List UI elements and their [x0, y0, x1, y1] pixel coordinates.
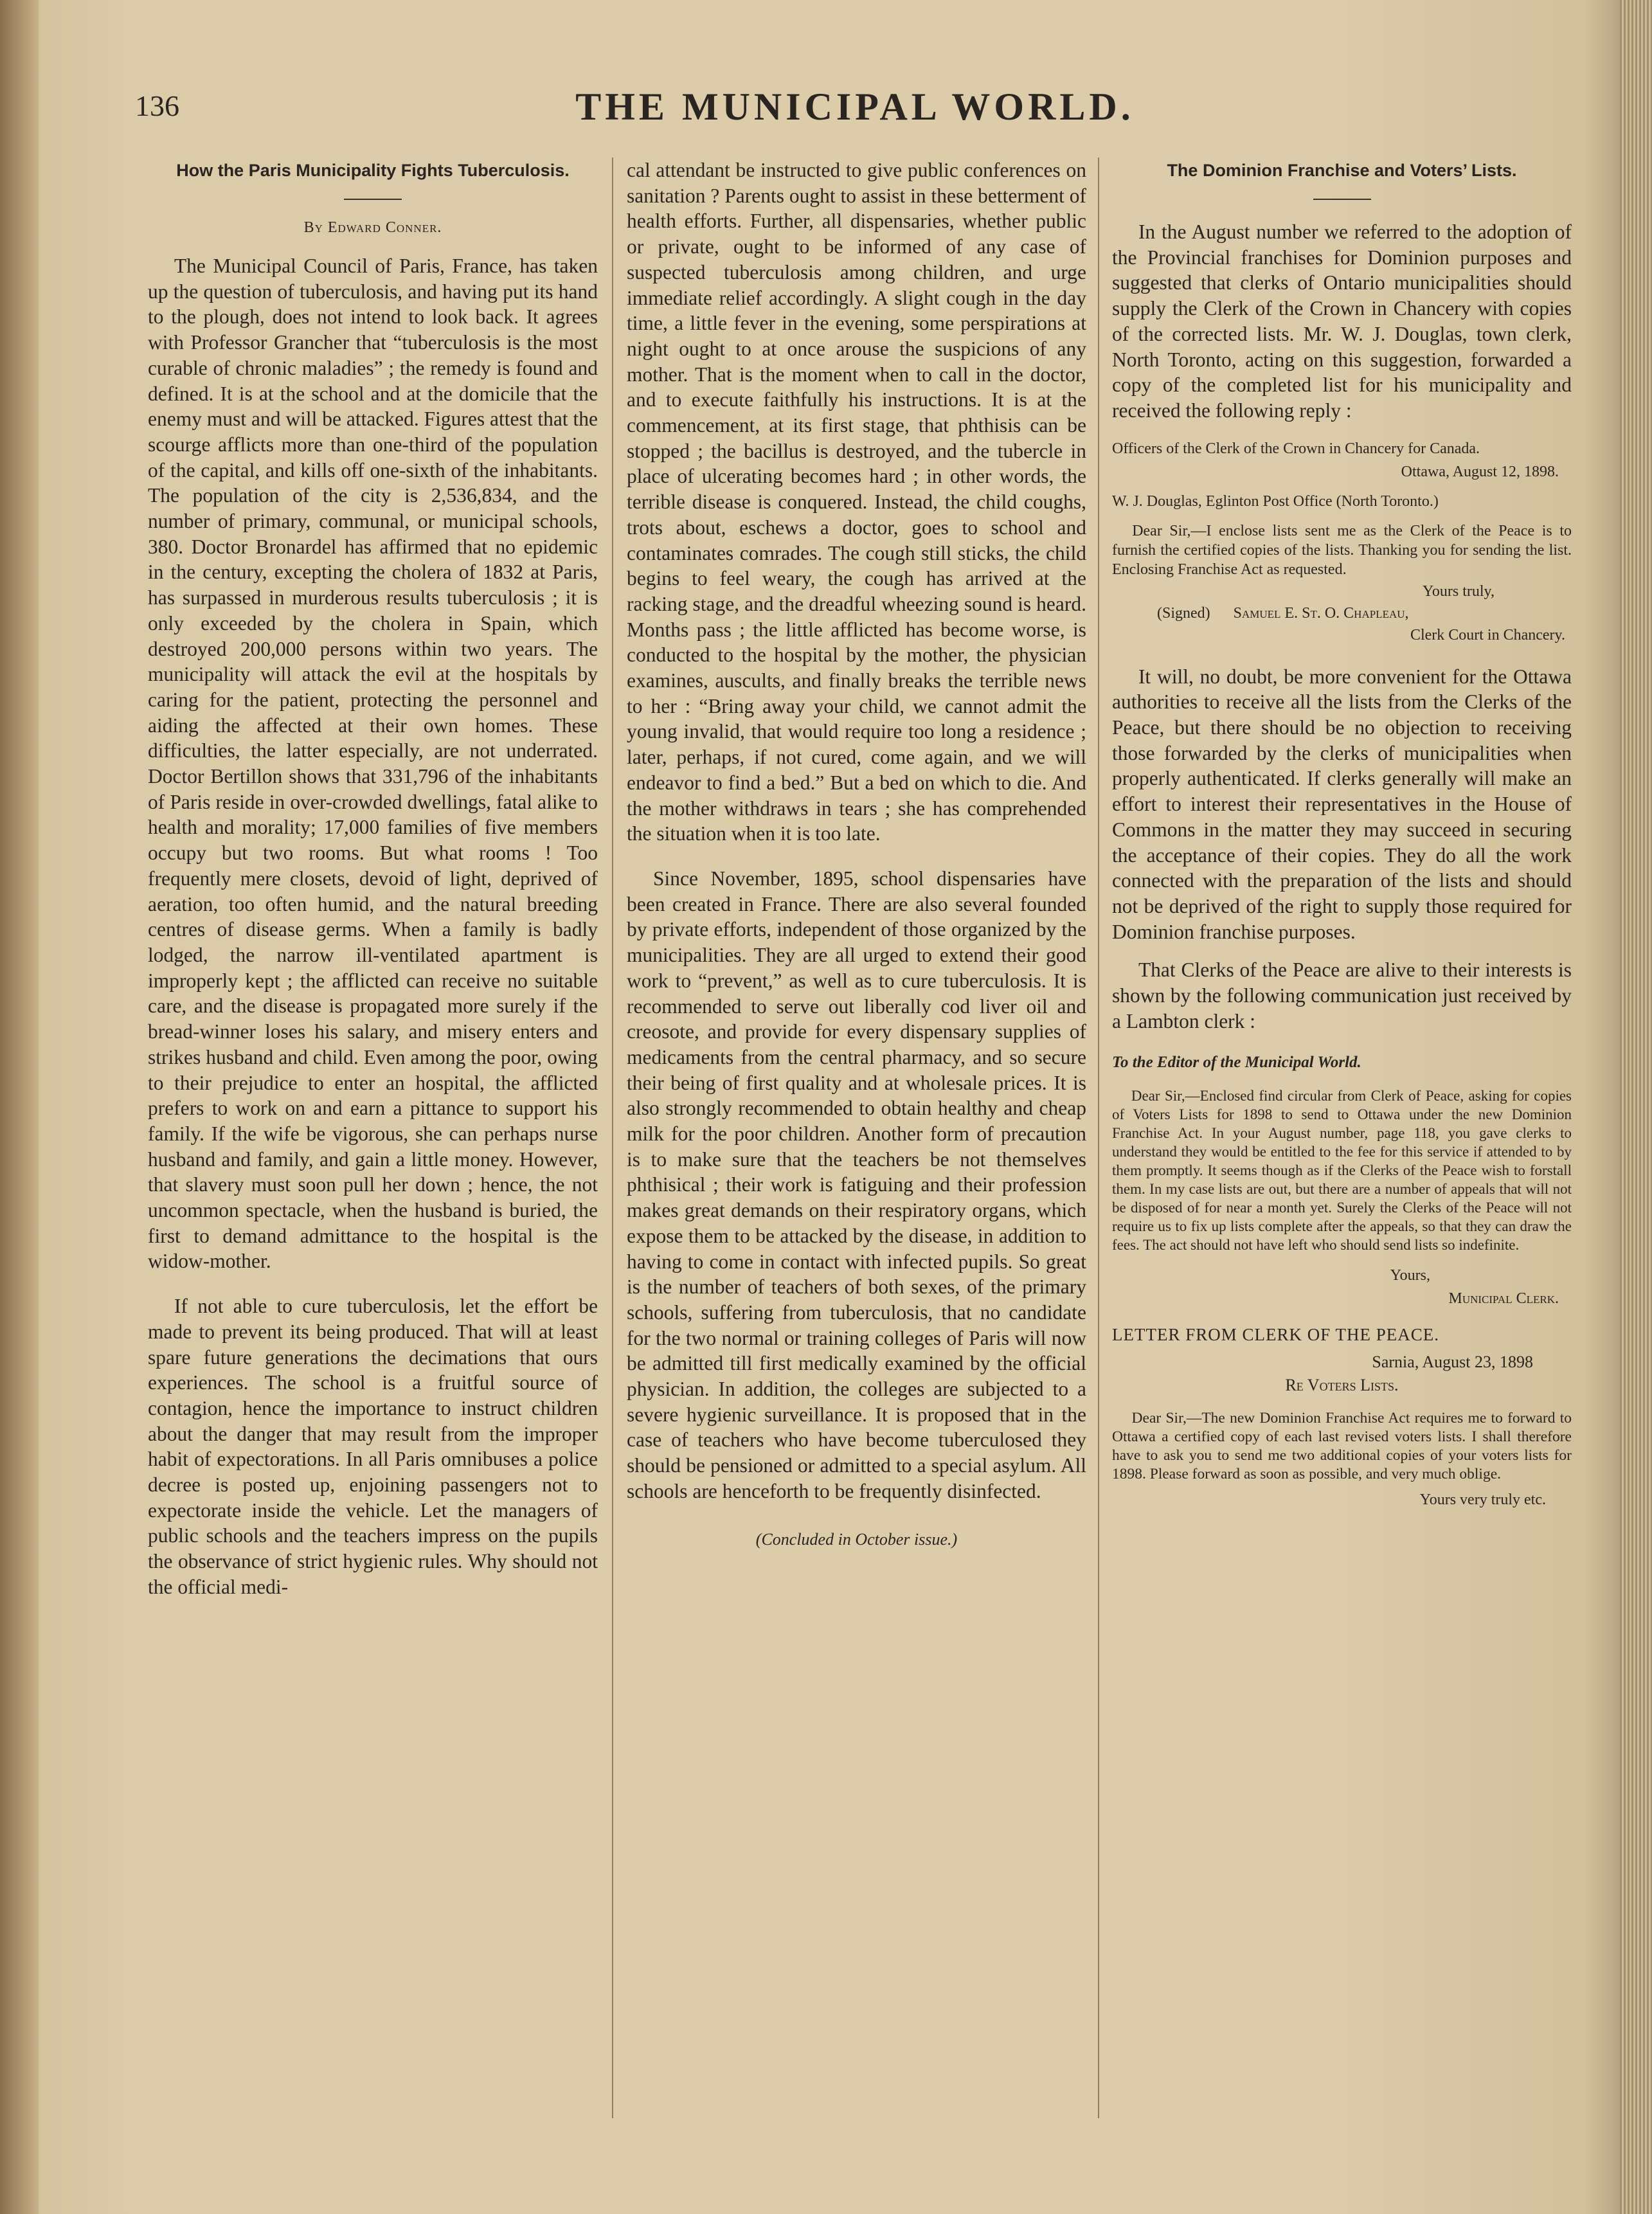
page-edge	[1620, 0, 1652, 2214]
letter-from: Officers of the Clerk of the Crown in Chancery for Canada.	[1112, 440, 1480, 457]
signed-label: (Signed)	[1157, 604, 1210, 622]
letter-subject: Re Voters Lists.	[1285, 1376, 1399, 1395]
column-divider	[1098, 158, 1099, 2118]
signatory-title: Clerk Court in Chancery.	[1410, 626, 1565, 644]
letter-closing: Yours truly,	[1422, 582, 1495, 600]
book-spine	[0, 0, 39, 2214]
letter-recipient: W. J. Douglas, Eglinton Post Office (North Toronto.)	[1112, 492, 1439, 510]
masthead: THE MUNICIPAL WORLD.	[575, 86, 1135, 128]
letter-closing: Yours,	[1390, 1267, 1430, 1284]
letter-salutation-heading: To the Editor of the Municipal World.	[1112, 1054, 1361, 1072]
byline: By Edward Conner.	[303, 219, 442, 236]
article-title: The Dominion Franchise and Voters’ Lists.	[1167, 161, 1517, 180]
column-1	[148, 158, 598, 1600]
column-3	[1112, 158, 1572, 1509]
letter-closing: Yours very truly etc.	[1419, 1491, 1546, 1509]
letter-date: Sarnia, August 23, 1898	[1372, 1353, 1533, 1372]
page-header	[135, 86, 1575, 140]
letter-body: Dear Sir,—Enclosed find circular from Clerk of Peace, asking for copies of Voters Lists for 1898 to send to Ottawa under the new Dominion Franchise Act. In your August number, page 118, you gave clerks to understand they would be entitled to the fee for this service if attended to by them promptly. It seems though as if the Clerks of the Peace wish to forstall them. In my case lists are out, but there are a number of appeals that will not be disposed of for near a month yet. Surely the Clerks of the Peace will not require us to fix up lists complete after the appeals, so that they can draw the fees. The act should not have left who should send lists so indefinite.	[1112, 1088, 1572, 1254]
paragraph: cal attendant be instructed to give public conferences on sanitation ? Parents ought to assist in these betterment of health efforts. Further, all dispensaries, whether public or private, ought to be informed of any case of suspected tuberculosis among children, and urge immediate relief accordingly. A slight cough in the day time, a little fever in the evening, some perspirations at night ought to at once arouse the suspicions of any mother. That is the moment when to call in the doctor, and to execute faithfully his instructions. It is at the commencement, at its first stage, that phthisis can be stopped ; the bacillus is destroyed, and the tubercle in place of ulcerating becomes hard ; in other words, the terrible disease is conquered. Instead, the child coughs, trots about, eschews a doctor, goes to school and contaminates comrades. The cough still sticks, the child begins to feel weary, the cough has arrived at the racking stage, and the dreadful wheezing sound is heard. Months pass ; the little afflicted has become worse, is conducted to the hospital by the mother, the physician examines, auscults, and finally breaks the terrible news to her : “Bring away your child, we cannot admit the young invalid, that would require too long a residence ; later, perhaps, if not cured, come again, and we will endeavor to find a bed.” But a bed on which to die. And the mother withdraws in tears ; she has comprehended the situation when it is too late.	[627, 159, 1086, 845]
page-number: 136	[135, 89, 179, 122]
letter-signature	[1157, 604, 1572, 623]
title-rule	[1313, 199, 1371, 200]
paragraph: It will, no doubt, be more convenient for the Ottawa authorities to receive all the lists from the Clerks of the Peace, but there should be no objection to receiving those forwarded by the clerks of municipalities when properly authenticated. If clerks generally will make an effort to interest their representatives in the House of Commons in the matter they may succeed in securing the acceptance of their copies. They do all the work connected with the preparation of the lists and should not be deprived of the right to supply those required for Dominion franchise purposes.	[1112, 665, 1572, 943]
paragraph: That Clerks of the Peace are alive to their interests is shown by the following communication just received by a Lambton clerk :	[1112, 959, 1572, 1032]
paragraph: If not able to cure tuberculosis, let the effort be made to prevent its being produced. That will at least spare future generations the decimations that ours experiences. The school is a fruitful source of contagion, hence the importance to instruct children about the danger that may result from the improper habit of expectorations. In all Paris omnibuses a police decree is posted up, enjoining passengers not to expectorate inside the vehicle. Let the managers of public schools and the teachers impress on the pupils the observance of strict hygienic rules. Why should not the official medi-	[148, 1295, 598, 1598]
letter-date: Ottawa, August 12, 1898.	[1401, 463, 1559, 480]
continuation-note: (Concluded in October issue.)	[755, 1529, 958, 1549]
signatory-name: Samuel E. St. O. Chapleau,	[1233, 604, 1409, 622]
paragraph: In the August number we referred to the adoption of the Provincial franchises for Dominion purposes and suggested that clerks of Ontario municipalities should supply the Clerk of the Crown in Chancery with copies of the corrected lists. Mr. W. J. Douglas, town clerk, North Toronto, acting on this suggestion, forwarded a copy of the completed list for his municipality and received the following reply :	[1112, 221, 1572, 422]
section-heading: LETTER FROM CLERK OF THE PEACE.	[1112, 1325, 1440, 1345]
column-divider	[612, 158, 613, 2118]
title-rule	[344, 199, 402, 200]
column-2	[627, 158, 1086, 1549]
paragraph: The Municipal Council of Paris, France, has taken up the question of tuberculosis, and having put its hand to the plough, does not intend to look back. It agrees with Professor Grancher that “tuberculosis is the most curable of chronic maladies” ; the remedy is found and defined. It is at the school and at the domicile that the enemy must and will be attacked. Figures attest that the scourge afflicts more than one-third of the population of the capital, and kills off one-sixth of the inhabitants. The population of the city is 2,536,834, and the number of primary, communal, or municipal schools, 380. Doctor Bronardel has affirmed that no epidemic in the century, excepting the cholera of 1832 at Paris, has surpassed in murderous results tuberculosis ; it is only exceeded by the cholera in Spain, which destroyed 200,000 persons within two years. The municipality will attack the evil at the hospitals by caring for the patient, protecting the personnel and aiding the affected at their own homes. These difficulties, the latter especially, are not underrated. Doctor Bertillon shows that 331,796 of the inhabitants of Paris reside in over-crowded dwellings, fatal alike to health and morality; 17,000 families of five members occupy but two rooms. But what rooms ! Too frequently mere closets, devoid of light, deprived of aeration, too often humid, and the natural breeding centres of disease germs. When a family is badly lodged, the narrow ill-ventilated apartment is improperly kept ; the afflicted can receive no suitable care, and the disease is propagated more surely if the bread-winner loses his salary, and misery enters and strikes husband and child. Even among the poor, owing to their prejudice to enter an hospital, the afflicted prefers to work on and earn a pittance to support his family. If the wife be vigorous, she can perhaps nurse husband and family, and gain a little money. However, that slavery must soon pull her down ; hence, the not uncommon spectacle, when the husband is buried, the first to demand admittance to the hospital is the widow-mother.	[148, 255, 598, 1273]
letter-body: Dear Sir,—The new Dominion Franchise Act requires me to forward to Ottawa a certified copy of each last revised voters lists. I shall therefore have to ask you to send me two additional copies of your voters lists for 1898. Please forward as soon as possible, and very much oblige.	[1112, 1410, 1572, 1483]
letter-signature: Municipal Clerk.	[1448, 1290, 1559, 1308]
letter-body: Dear Sir,—I enclose lists sent me as the Clerk of the Peace is to furnish the certified copies of the lists. Thanking you for sending the list. Enclosing Franchise Act as requested.	[1112, 522, 1572, 578]
paragraph: Since November, 1895, school dispensaries have been created in France. There are also several founded by private efforts, independent of those organized by the municipalities. They are all urged to extend their good work to “prevent,” as well as to cure tuberculosis. It is recommended to serve out liberally cod liver oil and creosote, and provide for every dispensary supplies of medicaments from the central pharmacy, and so secure their being of first quality and at wholesale prices. It is also strongly recommended to obtain healthy and cheap milk for the poor children. Another form of precaution is to make sure that the teachers be not themselves phthisical ; their work is fatiguing and their profession makes great demands on their respiratory organs, which expose them to be attacked by the disease, in addition to having to come in contact with infected pupils. So great is the number of teachers of both sexes, of the primary schools, suffering from tuberculosis, that no candidate for the two normal or training colleges of Paris will now be admitted till first medically examined by the official physician. In addition, the colleges are subjected to a severe hygienic surveillance. It is proposed that in the case of teachers who have become tuberculosed they should be pensioned or admitted to a special asylum. All schools are henceforth to be frequently disinfected.	[627, 867, 1086, 1502]
article-title: How the Paris Municipality Fights Tuberculosis.	[176, 161, 570, 180]
